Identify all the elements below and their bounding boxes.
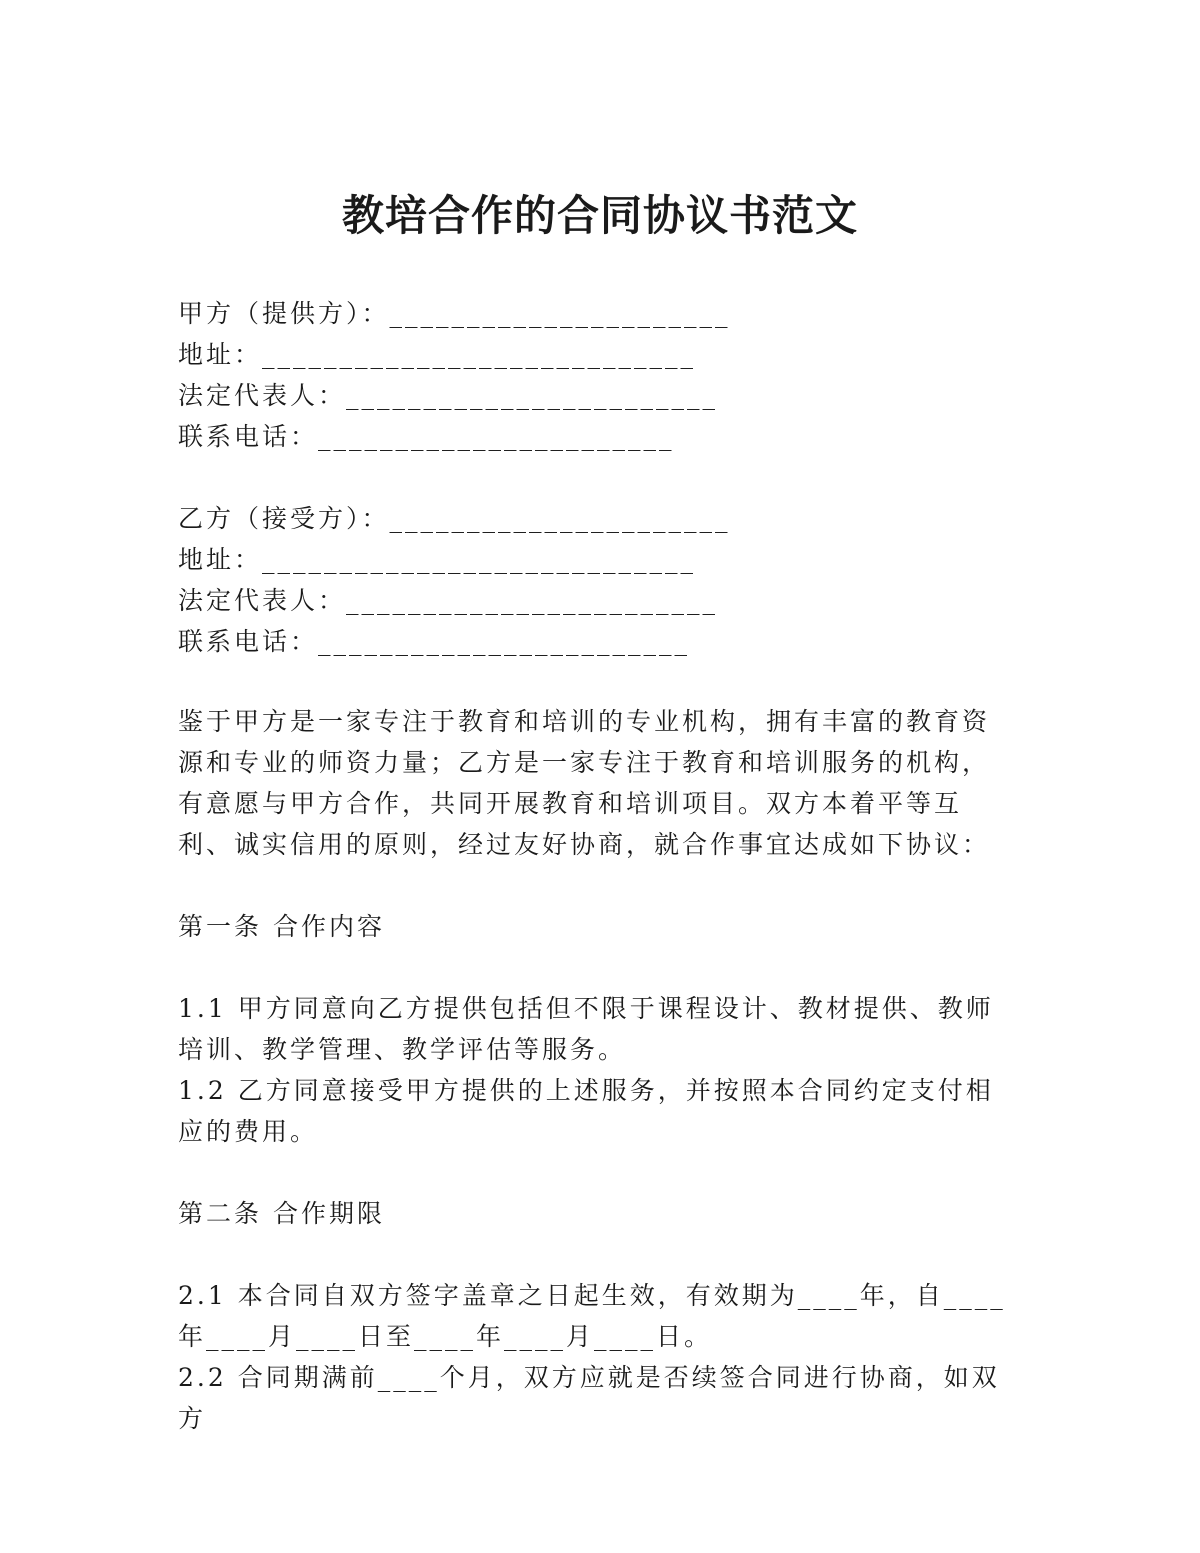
party-b-phone-line: 联系电话：________________________: [178, 627, 691, 656]
preamble-paragraph: 鉴于甲方是一家专注于教育和培训的专业机构，拥有丰富的教育资源和专业的师资力量；乙方是一家专注于教育和培训服务的机构，有意愿与甲方合作，共同开展教育和培训项目。双方本着平等互利、诚实信用的原则，经过友好协商，就合作事宜达成如下协议：: [178, 707, 991, 859]
party-a-phone-line: 联系电话：_______________________: [178, 422, 675, 451]
party-a-address-line: 地址：____________________________: [178, 340, 697, 369]
clause-2-1: 2.1 本合同自双方签字盖章之日起生效，有效期为____年，自____年____月____日至____年____月____日。: [178, 1281, 1006, 1351]
document-title: 教培合作的合同协议书范文: [341, 191, 858, 240]
clause-1-2: 1.2 乙方同意接受甲方提供的上述服务，并按照本合同约定支付相应的费用。: [178, 1076, 994, 1146]
party-b-name-line: 乙方（接受方）：______________________: [178, 504, 731, 533]
party-b-address-line: 地址：____________________________: [178, 545, 697, 574]
clause-2-2: 2.2 合同期满前____个月，双方应就是否续签合同进行协商，如双方: [178, 1363, 1000, 1433]
article-2-heading: 第二条 合作期限: [178, 1199, 385, 1228]
article-1-heading: 第一条 合作内容: [178, 912, 385, 941]
party-a-name-line: 甲方（提供方）：______________________: [178, 299, 731, 328]
clause-1-1: 1.1 甲方同意向乙方提供包括但不限于课程设计、教材提供、教师培训、教学管理、教学评估等服务。: [178, 994, 994, 1064]
party-a-representative-line: 法定代表人：________________________: [178, 381, 719, 410]
party-b-representative-line: 法定代表人：________________________: [178, 586, 719, 615]
